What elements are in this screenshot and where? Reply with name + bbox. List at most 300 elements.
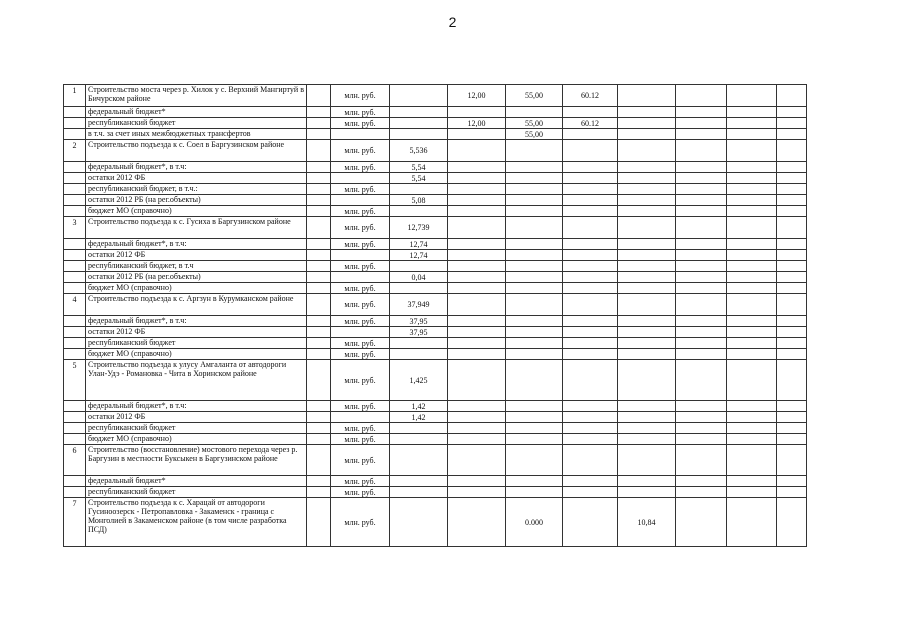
empty-cell: [307, 107, 331, 118]
value-cell: [777, 487, 807, 498]
value-cell: [618, 217, 676, 239]
value-cell: [448, 261, 506, 272]
value-cell: 12,739: [390, 217, 448, 239]
value-cell: 12,74: [390, 239, 448, 250]
table-row: [64, 184, 807, 195]
value-cell: [563, 487, 618, 498]
table-row: [64, 434, 807, 445]
value-cell: [563, 360, 618, 401]
value-cell: 1,42: [390, 412, 448, 423]
value-cell: [727, 217, 777, 239]
empty-cell: [307, 217, 331, 239]
value-cell: [563, 423, 618, 434]
item-name: федеральный бюджет*: [86, 107, 307, 118]
value-cell: [506, 476, 563, 487]
value-cell: 1,425: [390, 360, 448, 401]
value-cell: [563, 294, 618, 316]
unit-cell: млн. руб.: [331, 316, 390, 327]
value-cell: [448, 129, 506, 140]
road-construction-budget-table: [63, 84, 807, 547]
unit-cell: млн. руб.: [331, 401, 390, 412]
value-cell: [448, 434, 506, 445]
value-cell: 5,54: [390, 173, 448, 184]
value-cell: [563, 261, 618, 272]
value-cell: [777, 423, 807, 434]
row-number: [64, 283, 86, 294]
empty-cell: [307, 476, 331, 487]
value-cell: [563, 498, 618, 547]
value-cell: [676, 498, 727, 547]
unit-cell: млн. руб.: [331, 487, 390, 498]
empty-cell: [307, 195, 331, 206]
value-cell: [618, 316, 676, 327]
value-cell: 12,74: [390, 250, 448, 261]
item-name: в т.ч. за счет иных межбюджетных трансфертов: [86, 129, 307, 140]
value-cell: [618, 360, 676, 401]
value-cell: [506, 239, 563, 250]
value-cell: [563, 412, 618, 423]
value-cell: [777, 272, 807, 283]
row-number: [64, 476, 86, 487]
value-cell: [676, 85, 727, 107]
value-cell: [777, 206, 807, 217]
value-cell: [676, 250, 727, 261]
value-cell: [618, 195, 676, 206]
value-cell: [676, 487, 727, 498]
value-cell: [676, 338, 727, 349]
row-number: 3: [64, 217, 86, 239]
row-number: [64, 261, 86, 272]
value-cell: [777, 162, 807, 173]
value-cell: [563, 129, 618, 140]
value-cell: [727, 250, 777, 261]
value-cell: 55,00: [506, 85, 563, 107]
value-cell: [448, 195, 506, 206]
value-cell: [448, 239, 506, 250]
value-cell: [618, 261, 676, 272]
value-cell: [448, 476, 506, 487]
value-cell: [777, 476, 807, 487]
table-row: [64, 261, 807, 272]
unit-cell: млн. руб.: [331, 184, 390, 195]
row-number: [64, 118, 86, 129]
value-cell: [506, 272, 563, 283]
empty-cell: [307, 338, 331, 349]
table-row: [64, 360, 807, 401]
value-cell: [618, 173, 676, 184]
value-cell: [506, 423, 563, 434]
value-cell: [676, 206, 727, 217]
value-cell: [448, 498, 506, 547]
value-cell: [390, 184, 448, 195]
item-name: остатки 2012 ФБ: [86, 250, 307, 261]
empty-cell: [307, 140, 331, 162]
value-cell: [618, 294, 676, 316]
table-row: [64, 412, 807, 423]
table-row: [64, 487, 807, 498]
empty-cell: [307, 349, 331, 360]
row-number: [64, 412, 86, 423]
unit-cell: млн. руб.: [331, 140, 390, 162]
value-cell: [506, 173, 563, 184]
value-cell: [506, 445, 563, 476]
row-number: [64, 195, 86, 206]
value-cell: [390, 476, 448, 487]
value-cell: [727, 184, 777, 195]
value-cell: [676, 162, 727, 173]
value-cell: [676, 294, 727, 316]
row-number: [64, 107, 86, 118]
value-cell: [676, 118, 727, 129]
value-cell: [727, 272, 777, 283]
value-cell: [390, 261, 448, 272]
table-row: [64, 239, 807, 250]
table-row: [64, 107, 807, 118]
value-cell: [676, 184, 727, 195]
value-cell: [676, 401, 727, 412]
table-row: [64, 498, 807, 547]
row-number: 2: [64, 140, 86, 162]
unit-cell: млн. руб.: [331, 239, 390, 250]
item-name: бюджет МО (справочно): [86, 283, 307, 294]
unit-cell: млн. руб.: [331, 107, 390, 118]
value-cell: [727, 476, 777, 487]
value-cell: [777, 360, 807, 401]
value-cell: [727, 349, 777, 360]
unit-cell: млн. руб.: [331, 360, 390, 401]
value-cell: [676, 445, 727, 476]
table-row: [64, 272, 807, 283]
empty-cell: [307, 498, 331, 547]
table-row: [64, 129, 807, 140]
value-cell: 37,95: [390, 327, 448, 338]
value-cell: [563, 239, 618, 250]
unit-cell: млн. руб.: [331, 423, 390, 434]
value-cell: [618, 107, 676, 118]
value-cell: [777, 173, 807, 184]
value-cell: [618, 184, 676, 195]
value-cell: [390, 349, 448, 360]
value-cell: [506, 261, 563, 272]
value-cell: [448, 412, 506, 423]
value-cell: [777, 261, 807, 272]
value-cell: [618, 239, 676, 250]
value-cell: [390, 445, 448, 476]
value-cell: [618, 487, 676, 498]
value-cell: [676, 423, 727, 434]
unit-cell: млн. руб.: [331, 498, 390, 547]
value-cell: 60.12: [563, 118, 618, 129]
empty-cell: [307, 206, 331, 217]
table-row: [64, 85, 807, 107]
empty-cell: [307, 261, 331, 272]
item-name: республиканский бюджет: [86, 118, 307, 129]
unit-cell: [331, 412, 390, 423]
table-row: [64, 401, 807, 412]
value-cell: [727, 140, 777, 162]
value-cell: [390, 434, 448, 445]
value-cell: 0,04: [390, 272, 448, 283]
value-cell: [506, 294, 563, 316]
value-cell: [727, 173, 777, 184]
value-cell: [618, 401, 676, 412]
value-cell: [777, 338, 807, 349]
value-cell: [448, 184, 506, 195]
table-row: [64, 423, 807, 434]
value-cell: [563, 434, 618, 445]
unit-cell: млн. руб.: [331, 261, 390, 272]
value-cell: [727, 338, 777, 349]
value-cell: [448, 272, 506, 283]
empty-cell: [307, 162, 331, 173]
value-cell: [506, 327, 563, 338]
value-cell: [777, 184, 807, 195]
value-cell: [727, 360, 777, 401]
table-row: [64, 173, 807, 184]
unit-cell: [331, 250, 390, 261]
value-cell: [506, 184, 563, 195]
value-cell: [448, 140, 506, 162]
value-cell: [390, 129, 448, 140]
row-number: [64, 487, 86, 498]
table-row: [64, 349, 807, 360]
unit-cell: млн. руб.: [331, 85, 390, 107]
item-name: остатки 2012 ФБ: [86, 173, 307, 184]
empty-cell: [307, 85, 331, 107]
value-cell: [506, 250, 563, 261]
value-cell: [448, 107, 506, 118]
value-cell: [727, 162, 777, 173]
value-cell: [390, 85, 448, 107]
value-cell: [448, 327, 506, 338]
value-cell: [676, 272, 727, 283]
value-cell: [448, 316, 506, 327]
value-cell: [727, 487, 777, 498]
value-cell: [506, 217, 563, 239]
value-cell: [448, 294, 506, 316]
unit-cell: млн. руб.: [331, 434, 390, 445]
value-cell: [727, 107, 777, 118]
value-cell: [448, 445, 506, 476]
value-cell: [390, 283, 448, 294]
value-cell: [727, 498, 777, 547]
value-cell: [448, 283, 506, 294]
value-cell: [563, 162, 618, 173]
value-cell: [618, 423, 676, 434]
value-cell: [563, 283, 618, 294]
value-cell: [777, 217, 807, 239]
item-name: бюджет МО (справочно): [86, 206, 307, 217]
value-cell: [448, 487, 506, 498]
table-row: [64, 140, 807, 162]
unit-cell: млн. руб.: [331, 217, 390, 239]
value-cell: [390, 118, 448, 129]
value-cell: [618, 349, 676, 360]
item-name: остатки 2012 ФБ: [86, 327, 307, 338]
table-row: [64, 294, 807, 316]
item-name: остатки 2012 ФБ: [86, 412, 307, 423]
value-cell: [618, 283, 676, 294]
value-cell: [563, 173, 618, 184]
row-number: [64, 272, 86, 283]
row-number: [64, 206, 86, 217]
unit-cell: млн. руб.: [331, 283, 390, 294]
value-cell: [777, 401, 807, 412]
value-cell: [390, 498, 448, 547]
value-cell: [727, 327, 777, 338]
value-cell: [676, 195, 727, 206]
value-cell: [676, 239, 727, 250]
item-name: федеральный бюджет*: [86, 476, 307, 487]
empty-cell: [307, 316, 331, 327]
item-name: остатки 2012 РБ (на рег.объекты): [86, 195, 307, 206]
table-row: [64, 250, 807, 261]
row-number: [64, 338, 86, 349]
value-cell: [777, 107, 807, 118]
table-row: [64, 118, 807, 129]
empty-cell: [307, 184, 331, 195]
value-cell: [727, 412, 777, 423]
row-number: [64, 250, 86, 261]
value-cell: [506, 195, 563, 206]
table-row: [64, 217, 807, 239]
value-cell: [727, 129, 777, 140]
value-cell: [448, 217, 506, 239]
value-cell: [727, 316, 777, 327]
value-cell: [390, 107, 448, 118]
item-name: Строительство подъезда к улусу Амгаланта от автодороги Улан-Удэ - Романовка - Чита в Хоринском районе: [86, 360, 307, 401]
value-cell: [618, 206, 676, 217]
item-name: федеральный бюджет*, в т.ч:: [86, 316, 307, 327]
value-cell: [676, 140, 727, 162]
value-cell: [506, 162, 563, 173]
value-cell: [506, 283, 563, 294]
value-cell: [506, 412, 563, 423]
item-name: республиканский бюджет: [86, 338, 307, 349]
value-cell: [618, 327, 676, 338]
value-cell: [618, 140, 676, 162]
unit-cell: [331, 195, 390, 206]
value-cell: [777, 316, 807, 327]
table-row: [64, 338, 807, 349]
value-cell: [618, 476, 676, 487]
row-number: [64, 239, 86, 250]
value-cell: [618, 412, 676, 423]
value-cell: [777, 239, 807, 250]
table-row: [64, 316, 807, 327]
unit-cell: млн. руб.: [331, 445, 390, 476]
value-cell: [563, 316, 618, 327]
value-cell: [777, 140, 807, 162]
value-cell: [506, 487, 563, 498]
value-cell: [777, 118, 807, 129]
value-cell: [727, 206, 777, 217]
value-cell: 55,00: [506, 118, 563, 129]
value-cell: [390, 206, 448, 217]
value-cell: [727, 401, 777, 412]
value-cell: [676, 316, 727, 327]
table-row: [64, 206, 807, 217]
value-cell: 12,00: [448, 85, 506, 107]
item-name: республиканский бюджет: [86, 423, 307, 434]
empty-cell: [307, 327, 331, 338]
empty-cell: [307, 283, 331, 294]
value-cell: [448, 173, 506, 184]
item-name: Строительство подъезда к с. Соел в Баргузинском районе: [86, 140, 307, 162]
unit-cell: млн. руб.: [331, 349, 390, 360]
value-cell: [618, 272, 676, 283]
value-cell: [563, 206, 618, 217]
value-cell: [727, 283, 777, 294]
value-cell: [727, 118, 777, 129]
value-cell: [448, 250, 506, 261]
value-cell: [448, 338, 506, 349]
value-cell: 1,42: [390, 401, 448, 412]
unit-cell: [331, 272, 390, 283]
row-number: 5: [64, 360, 86, 401]
table-row: [64, 327, 807, 338]
value-cell: [727, 239, 777, 250]
item-name: Строительство подъезда к с. Харацай от автодороги Гусиноозерск - Петропавловка - Закаменск - граница с Монголией в Закаменском районе (в том числе разработка ПСД): [86, 498, 307, 547]
value-cell: [676, 283, 727, 294]
value-cell: [563, 107, 618, 118]
value-cell: [563, 195, 618, 206]
value-cell: [618, 445, 676, 476]
value-cell: [777, 283, 807, 294]
row-number: [64, 173, 86, 184]
value-cell: [506, 349, 563, 360]
value-cell: [506, 140, 563, 162]
unit-cell: млн. руб.: [331, 338, 390, 349]
value-cell: [618, 162, 676, 173]
value-cell: [563, 217, 618, 239]
value-cell: [777, 445, 807, 476]
table-row: [64, 162, 807, 173]
item-name: Строительство (восстановление) мостового перехода через р. Баргузин в местности Буксыкен в Баргузинском районе: [86, 445, 307, 476]
value-cell: [618, 85, 676, 107]
value-cell: [676, 412, 727, 423]
table-row: [64, 195, 807, 206]
table-row: [64, 476, 807, 487]
item-name: республиканский бюджет, в т.ч.:: [86, 184, 307, 195]
value-cell: [448, 401, 506, 412]
empty-cell: [307, 360, 331, 401]
row-number: [64, 401, 86, 412]
value-cell: 55,00: [506, 129, 563, 140]
item-name: федеральный бюджет*, в т.ч:: [86, 401, 307, 412]
value-cell: [676, 476, 727, 487]
value-cell: [448, 349, 506, 360]
row-number: [64, 184, 86, 195]
row-number: [64, 434, 86, 445]
empty-cell: [307, 445, 331, 476]
value-cell: 12,00: [448, 118, 506, 129]
value-cell: [777, 294, 807, 316]
value-cell: [777, 498, 807, 547]
row-number: [64, 162, 86, 173]
value-cell: [563, 445, 618, 476]
value-cell: [676, 107, 727, 118]
value-cell: [390, 423, 448, 434]
value-cell: 10,84: [618, 498, 676, 547]
item-name: федеральный бюджет*, в т.ч:: [86, 239, 307, 250]
row-number: 1: [64, 85, 86, 107]
value-cell: [777, 434, 807, 445]
value-cell: 60.12: [563, 85, 618, 107]
value-cell: [727, 423, 777, 434]
value-cell: [563, 401, 618, 412]
unit-cell: [331, 173, 390, 184]
